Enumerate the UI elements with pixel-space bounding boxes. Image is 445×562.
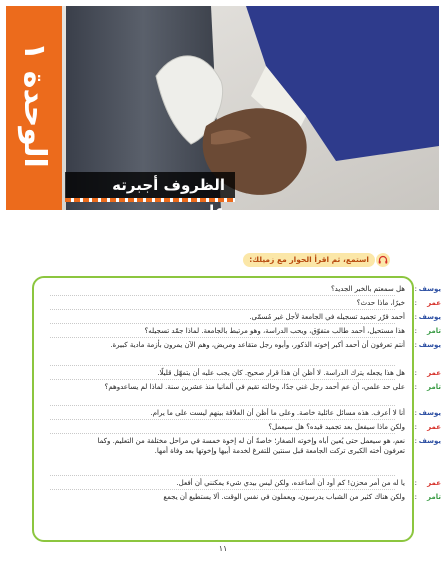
speaker-colon: : [414,409,417,417]
speaker-colon: : [414,437,417,445]
line-divider [50,419,395,420]
line-divider [50,379,395,380]
dialogue-text: ولكن ماذا سيفعل بعد تجميد قيده؟ هل سيعمل؟ [268,423,405,431]
line-divider [50,295,395,296]
line-divider [50,433,395,434]
speaker-name: يوسف [418,437,441,445]
line-divider [50,405,395,406]
speaker-colon: : [414,369,417,377]
speaker-colon: : [414,383,417,391]
speaker-name: عمر [427,423,441,431]
dialogue-line [75,298,441,308]
dialogue-line [75,382,441,392]
dialogue-text: على حد علمي، أن عم أحمد رجل غني جدًا، وخالته تقيم في ألمانيا منذ عشرين سنة. لماذا لم يساعدوهم؟ [104,383,405,391]
dialogue-text: هل هذا يجعله يترك الدراسة. لا أظن أن هذا قرار صحيح. كان يجب عليه أن يتمهّل قليلًا. [157,369,405,377]
dialogue-text: هذا مستحيل، أحمد طالب متفوّق، ويحب الدراسة، وهو مرتبط بالجامعة. لماذا جمّد تسجيله؟ [144,327,405,335]
speaker-colon: : [414,423,417,431]
dialogue-text: نعم، هو سيعمل حتى يُعين أباه وإخوته الصغار؛ خاصةً أن له إخوة خمسة في مراحل مختلفة من التعليم. وكما تعرفون أخته الكبرى تركت الجامعة قبل سنتين للتفرغ لخدمة أبيها وإخوتها بعد وفاة أمها. [97,437,405,455]
dialogue-text: خيرًا، ماذا حدث؟ [356,299,405,307]
speaker-name: تامر [427,383,441,391]
title-stripe [65,198,235,202]
speaker-name: عمر [427,369,441,377]
speaker-colon: : [414,313,417,321]
instruction-bar: استمع، ثم اقرأ الحوار مع زميلك: [243,253,375,267]
line-divider [50,489,395,490]
speaker-colon: : [414,327,417,335]
dialogue-text: أنتم تعرفون أن أحمد أكبر إخوته الذكور، وأبوه رجل متقاعد ومريض، وهم الآن يمرون بأزمة مادية كبيرة. [110,341,405,349]
line-divider [50,323,395,324]
speaker-name: يوسف [418,341,441,349]
lesson-title: الظروف أجبرته على... [65,172,235,198]
dialogue-line [75,340,441,350]
dialogue-text: أنا لا أعرف. هذه مسائل عائلية خاصة. وعلى ما أظن أن العلاقة بينهم ليست على ما يرام. [150,409,405,417]
dialogue-line [75,408,441,418]
dialogue-line [75,368,441,378]
speaker-name: يوسف [418,313,441,321]
dialogue-line [75,326,441,336]
speaker-colon: : [414,285,417,293]
speaker-colon: : [414,493,417,501]
speaker-colon: : [414,299,417,307]
speaker-name: يوسف [418,285,441,293]
speaker-name: عمر [427,479,441,487]
speaker-colon: : [414,479,417,487]
dialogue-line [75,478,441,488]
headphones-icon [376,253,390,267]
speaker-name: عمر [427,299,441,307]
line-divider [50,365,395,366]
speaker-name: تامر [427,493,441,501]
speaker-name: تامر [427,327,441,335]
dialogue-line [75,492,441,502]
line-divider [50,309,395,310]
dialogue-line [75,436,441,456]
page-number: ١١ [218,544,228,553]
line-divider [50,337,395,338]
dialogue-line [75,422,441,432]
line-divider [50,475,395,476]
dialogue-text: ولكن هناك كثير من الشباب يدرسون، ويعملون في نفس الوقت. ألا يستطيع أن يجمع [163,493,405,501]
speaker-name: يوسف [418,409,441,417]
dialogue-text: أحمد قرّر تجميد تسجيله في الجامعة لأجل غير مُسمّى. [249,313,405,321]
dialogue-text: هل سمعتم بالخبر الجديد؟ [330,285,405,293]
dialogue-text: يا له من أمر محزن! كم أود أن أساعده، ولكن ليس بيدي شيء يمكنني أن أفعل. [176,479,405,487]
unit-label: الوحدة ١ [17,42,52,168]
speaker-colon: : [414,341,417,349]
dialogue-line [75,284,441,294]
dialogue-line [75,312,441,322]
